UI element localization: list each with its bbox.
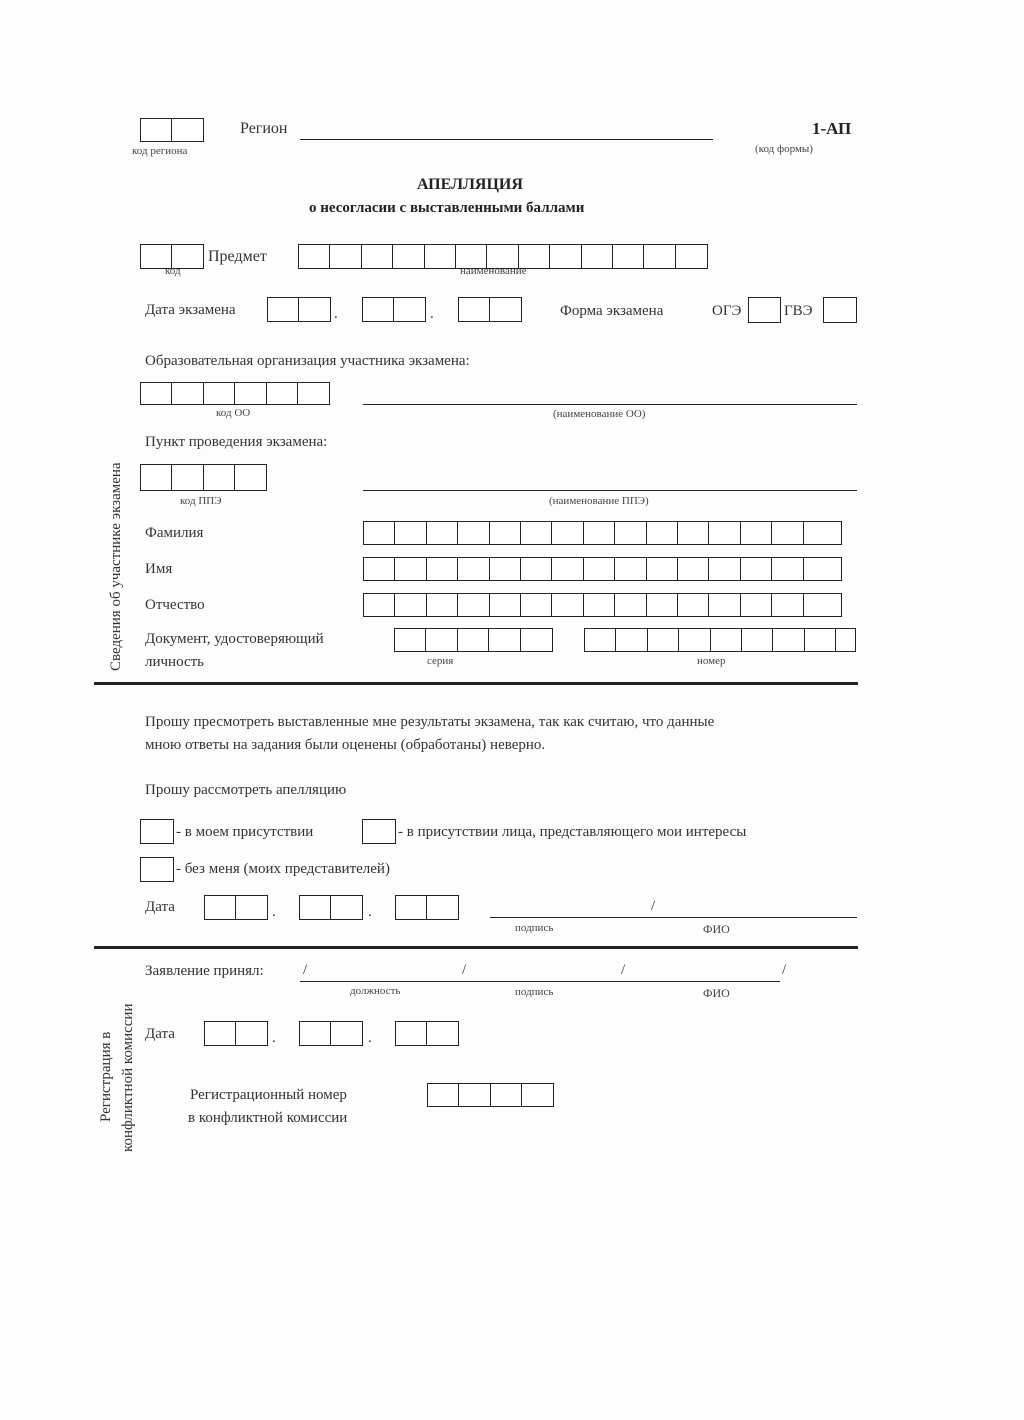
request-year-boxes[interactable]	[395, 895, 459, 920]
exam-form-gve-label: ГВЭ	[784, 303, 813, 319]
id-series-boxes[interactable]	[394, 628, 553, 652]
reg-number-label-line1: Регистрационный номер	[190, 1087, 347, 1103]
id-number-boxes[interactable]	[584, 628, 856, 652]
accepted-slash-4: /	[782, 962, 787, 978]
subject-name-label: наименование	[460, 265, 527, 277]
ppe-name-line[interactable]	[363, 490, 857, 491]
name-label: Имя	[145, 561, 173, 577]
accepted-slash-1: /	[303, 962, 308, 978]
org-name-label: (наименование ОО)	[553, 408, 646, 420]
org-name-line[interactable]	[363, 404, 857, 405]
exam-form-oge-label: ОГЭ	[712, 303, 742, 319]
exam-date-label: Дата экзамена	[145, 302, 236, 318]
org-code-label: код ОО	[216, 407, 251, 419]
accepted-signature-label: подпись	[515, 986, 554, 998]
subject-label: Предмет	[208, 248, 267, 265]
registration-date-dot-2: .	[368, 1030, 372, 1046]
representative-option-label: - в присутствии лица, представляющего мои интересы	[398, 824, 747, 840]
exam-date-dot-1: .	[334, 306, 338, 322]
name-boxes[interactable]	[363, 557, 842, 581]
region-code-boxes[interactable]	[140, 118, 204, 142]
patronymic-boxes[interactable]	[363, 593, 842, 617]
position-label: должность	[350, 985, 401, 997]
region-label: Регион	[240, 120, 288, 137]
reg-number-boxes[interactable]	[427, 1083, 554, 1107]
accepted-by-label: Заявление принял:	[145, 963, 264, 979]
registration-date-dot-1: .	[272, 1030, 276, 1046]
form-code: 1-АП	[812, 119, 852, 138]
presence-checkbox[interactable]	[140, 819, 174, 844]
participant-section-label: Сведения об участнике экзамена	[108, 462, 124, 671]
accepted-by-line[interactable]	[300, 981, 780, 982]
request-date-label: Дата	[145, 899, 175, 915]
region-input-line[interactable]	[300, 139, 713, 140]
request-fio-label: ФИО	[703, 922, 730, 936]
ppe-code-label: код ППЭ	[180, 495, 222, 507]
request-month-boxes[interactable]	[299, 895, 363, 920]
request-text-line2: мною ответы на задания были оценены (обработаны) неверно.	[145, 737, 546, 753]
surname-label: Фамилия	[145, 525, 204, 541]
surname-boxes[interactable]	[363, 521, 842, 545]
without-me-checkbox[interactable]	[140, 857, 174, 882]
representative-checkbox[interactable]	[362, 819, 396, 844]
request-signature-label: подпись	[515, 922, 554, 934]
accepted-slash-2: /	[462, 962, 467, 978]
exam-form-gve-checkbox[interactable]	[823, 297, 857, 323]
request-signature-line[interactable]	[490, 917, 857, 918]
request-date-dot-2: .	[368, 904, 372, 920]
registration-section-label-line1: Регистрация в	[98, 1031, 114, 1122]
registration-date-label: Дата	[145, 1026, 175, 1042]
org-label: Образовательная организация участника экзамена:	[145, 353, 470, 369]
document-title: АПЕЛЛЯЦИЯ	[417, 176, 523, 193]
exam-month-boxes[interactable]	[362, 297, 426, 322]
exam-form-oge-checkbox[interactable]	[748, 297, 781, 323]
exam-form-label: Форма экзамена	[560, 303, 664, 319]
request-signature-slash: /	[651, 898, 656, 914]
id-document-label-line1: Документ, удостоверяющий	[145, 631, 324, 647]
accepted-slash-3: /	[621, 962, 626, 978]
org-code-boxes[interactable]	[140, 382, 330, 405]
registration-month-boxes[interactable]	[299, 1021, 363, 1046]
consider-appeal-label: Прошу рассмотреть апелляцию	[145, 782, 347, 798]
id-document-label-line2: личность	[145, 654, 205, 670]
region-code-label: код региона	[132, 145, 188, 157]
reg-number-label-line2: в конфликтной комиссии	[188, 1110, 348, 1126]
exam-date-dot-2: .	[430, 306, 434, 322]
exam-year-boxes[interactable]	[458, 297, 522, 322]
section-divider-2	[94, 946, 858, 949]
registration-year-boxes[interactable]	[395, 1021, 459, 1046]
subject-code-label: код	[165, 265, 181, 277]
request-day-boxes[interactable]	[204, 895, 268, 920]
id-number-label: номер	[697, 655, 726, 667]
without-me-option-label: - без меня (моих представителей)	[176, 861, 390, 877]
patronymic-label: Отчество	[145, 597, 205, 613]
id-series-label: серия	[427, 655, 454, 667]
document-subtitle: о несогласии с выставленными баллами	[309, 200, 585, 216]
section-divider-1	[94, 682, 858, 685]
ppe-label: Пункт проведения экзамена:	[145, 434, 328, 450]
request-date-dot-1: .	[272, 904, 276, 920]
registration-day-boxes[interactable]	[204, 1021, 268, 1046]
registration-section-label-line2: конфликтной комиссии	[120, 1003, 136, 1152]
ppe-name-label: (наименование ППЭ)	[549, 495, 649, 507]
request-text-line1: Прошу пресмотреть выставленные мне результаты экзамена, так как считаю, что данные	[145, 714, 715, 730]
exam-day-boxes[interactable]	[267, 297, 331, 322]
form-code-label: (код формы)	[755, 143, 813, 155]
accepted-fio-label: ФИО	[703, 986, 730, 1000]
presence-option-label: - в моем присутствии	[176, 824, 314, 840]
ppe-code-boxes[interactable]	[140, 464, 267, 491]
